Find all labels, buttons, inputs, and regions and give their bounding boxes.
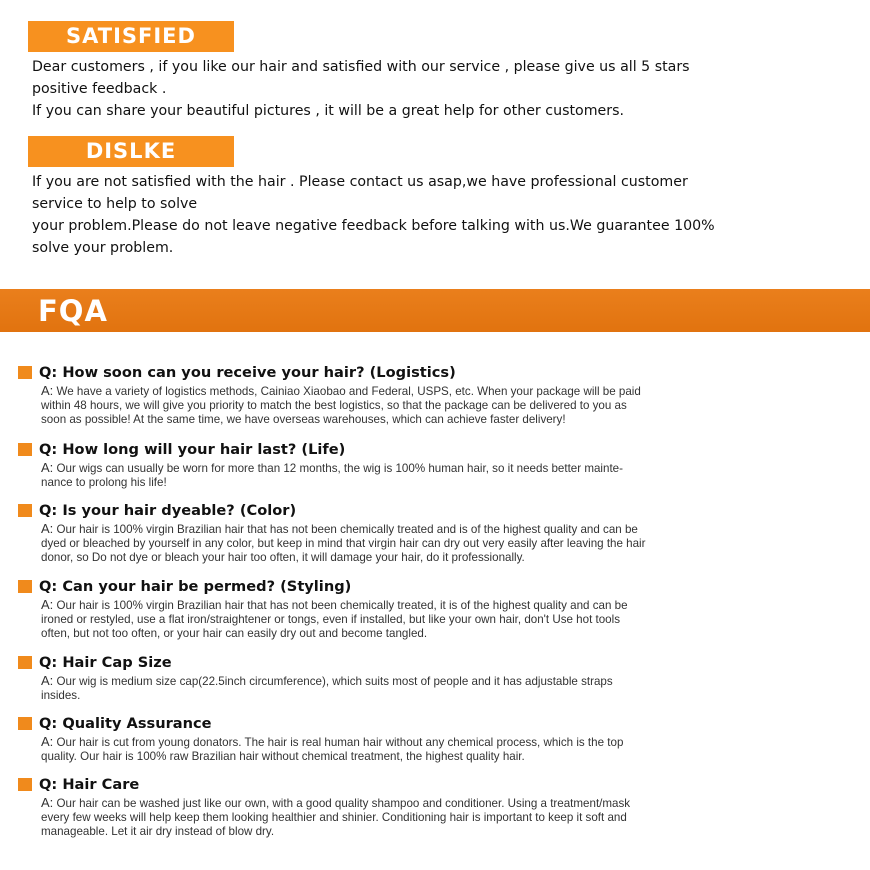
bullet-square-icon [18, 366, 32, 379]
answer-prefix: A: [41, 795, 54, 810]
answer-line: manageable. Let it air dry instead of blow dry. [41, 825, 275, 838]
fqa-title: FQA [38, 294, 108, 328]
bullet-square-icon [18, 717, 32, 730]
answer-line: often, but not too often, or your hair can easily dry out and become tangled. [41, 627, 428, 640]
faq-question: Q: Is your hair dyeable? (Color) [39, 501, 297, 519]
dislike-line: solve your problem. [32, 240, 174, 256]
faq-answer [41, 384, 858, 427]
faq-answer [41, 674, 858, 703]
faq-item [18, 439, 858, 490]
faq-answer [41, 796, 858, 839]
faq-item [18, 774, 858, 839]
answer-prefix: A: [41, 460, 54, 475]
faq-answer [41, 735, 858, 764]
answer-line: insides. [41, 689, 81, 702]
faq-question: Q: Can your hair be permed? (Styling) [39, 577, 352, 595]
dislike-line: your problem.Please do not leave negative feedback before talking with us.We guarantee 100% [32, 218, 715, 234]
answer-prefix: A: [41, 734, 54, 749]
fqa-header-band [0, 289, 870, 332]
faq-item [18, 500, 858, 565]
answer-line: donor, so Do not dye or bleach your hair too often, it will damage your hair, do it professionally. [41, 551, 525, 564]
faq-question: Q: How soon can you receive your hair? (Logistics) [39, 363, 456, 381]
answer-line: ironed or restyled, use a flat iron/straightener or tongs, even if installed, but like your own hair, don't Use hot tools [41, 613, 620, 626]
answer-line: within 48 hours, we will give you priority to match the best logistics, so that the package can be delivered to you as [41, 399, 627, 412]
bullet-square-icon [18, 580, 32, 593]
faq-answer [41, 522, 858, 565]
dislike-text [32, 171, 862, 259]
faq-answer [41, 598, 858, 641]
faq-question: Q: How long will your hair last? (Life) [39, 440, 346, 458]
satisfied-text [32, 56, 862, 122]
answer-line: dyed or bleached by yourself in any color, but keep in mind that virgin hair can dry out very easily after leaving the hair [41, 537, 646, 550]
dislike-line: If you are not satisfied with the hair . Please contact us asap,we have professional customer [32, 174, 688, 190]
faq-item [18, 713, 858, 764]
answer-prefix: A: [41, 383, 54, 398]
answer-line: Our hair can be washed just like our own, with a good quality shampoo and conditioner. Using a treatment/mask [56, 797, 631, 810]
bullet-square-icon [18, 656, 32, 669]
answer-line: every few weeks will help keep them looking healthier and shinier. Conditioning hair is important to keep it soft and [41, 811, 627, 824]
answer-line: soon as possible! At the same time, we have overseas warehouses, which can achieve faster delivery! [41, 413, 566, 426]
faq-answer [41, 461, 858, 490]
dislike-badge: DISLKE [28, 136, 234, 167]
answer-prefix: A: [41, 673, 54, 688]
dislike-line: service to help to solve [32, 196, 198, 212]
faq-item [18, 362, 858, 427]
satisfied-line: positive feedback . [32, 81, 167, 97]
faq-item [18, 576, 858, 641]
satisfied-line: Dear customers , if you like our hair and satisfied with our service , please give us all 5 stars [32, 59, 690, 75]
bullet-square-icon [18, 443, 32, 456]
answer-line: Our wig is medium size cap(22.5inch circumference), which suits most of people and it has adjustable straps [56, 675, 613, 688]
answer-line: Our wigs can usually be worn for more than 12 months, the wig is 100% human hair, so it needs better mainte- [56, 462, 623, 475]
bullet-square-icon [18, 504, 32, 517]
answer-line: We have a variety of logistics methods, Cainiao Xiaobao and Federal, USPS, etc. When your package will be paid [56, 385, 641, 398]
answer-line: Our hair is 100% virgin Brazilian hair that has not been chemically treated and is of the highest quality and can be [56, 523, 638, 536]
answer-line: nance to prolong his life! [41, 476, 167, 489]
answer-prefix: A: [41, 597, 54, 612]
faq-question: Q: Hair Care [39, 775, 140, 793]
faq-question: Q: Quality Assurance [39, 714, 212, 732]
answer-line: Our hair is cut from young donators. The hair is real human hair without any chemical process, which is the top [56, 736, 624, 749]
answer-line: quality. Our hair is 100% raw Brazilian hair without chemical treatment, the highest quality hair. [41, 750, 525, 763]
bullet-square-icon [18, 778, 32, 791]
answer-line: Our hair is 100% virgin Brazilian hair that has not been chemically treated, it is of the highest quality and can be [56, 599, 628, 612]
satisfied-line: If you can share your beautiful pictures , it will be a great help for other customers. [32, 103, 624, 119]
satisfied-badge: SATISFIED [28, 21, 234, 52]
faq-question: Q: Hair Cap Size [39, 653, 172, 671]
answer-prefix: A: [41, 521, 54, 536]
faq-item [18, 652, 858, 703]
